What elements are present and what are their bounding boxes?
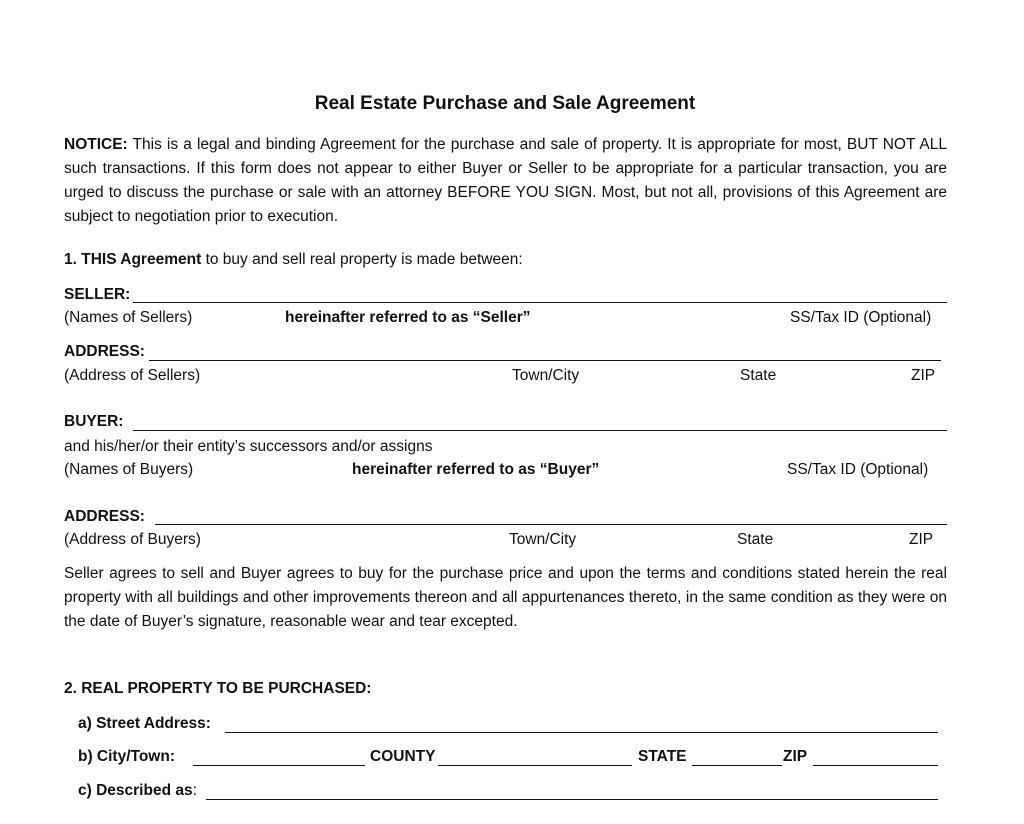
seller-name-field[interactable] <box>133 302 947 303</box>
notice-label: NOTICE: <box>64 136 128 153</box>
buyer-names-caption: (Names of Buyers) <box>64 461 194 478</box>
buyer-zip-caption: ZIP <box>909 531 934 548</box>
county-label: COUNTY <box>370 748 436 765</box>
seller-address-label: ADDRESS: <box>64 343 145 360</box>
notice-paragraph <box>64 133 947 229</box>
seller-town-caption: Town/City <box>512 367 580 384</box>
section-2-heading: 2. REAL PROPERTY TO BE PURCHASED: <box>64 680 372 697</box>
state-field[interactable] <box>692 765 782 766</box>
buyer-address-label: ADDRESS: <box>64 508 145 525</box>
described-as-colon: : <box>192 782 197 799</box>
buyer-tax-caption: SS/Tax ID (Optional) <box>787 461 929 478</box>
city-town-field[interactable] <box>193 765 365 766</box>
buyer-address-caption: (Address of Buyers) <box>64 531 201 548</box>
seller-state-caption: State <box>740 367 777 384</box>
section-1-heading <box>64 252 523 268</box>
seller-tax-caption: SS/Tax ID (Optional) <box>790 309 932 326</box>
section-1-heading-bold: 1. THIS Agreement <box>64 251 202 268</box>
buyer-referred-as: hereinafter referred to as “Buyer” <box>352 461 600 478</box>
street-address-label: a) Street Address: <box>78 715 211 732</box>
buyer-name-field[interactable] <box>133 430 947 431</box>
zip-label: ZIP <box>783 748 808 765</box>
seller-zip-caption: ZIP <box>911 367 936 384</box>
buyer-address-field[interactable] <box>155 524 947 525</box>
city-town-label: b) City/Town: <box>78 748 175 765</box>
county-field[interactable] <box>438 765 632 766</box>
notice-text: This is a legal and binding Agreement for the purchase and sale of property. It is appropriate for most, BUT NOT ALL such transactions. If this form does not appear to either Buyer or Seller to be appropriate for a particular transaction, you are urged to discuss the purchase or sale with an attorney BEFORE YOU SIGN. Most, but not all, provisions of this Agreement are subject to negotiation prior to execution. <box>64 136 947 225</box>
described-as-field[interactable] <box>206 799 938 800</box>
seller-address-caption: (Address of Sellers) <box>64 367 201 384</box>
document-title: Real Estate Purchase and Sale Agreement <box>314 93 696 114</box>
zip-field[interactable] <box>813 765 938 766</box>
seller-names-caption: (Names of Sellers) <box>64 309 193 326</box>
seller-label: SELLER: <box>64 286 131 303</box>
buyer-town-caption: Town/City <box>509 531 577 548</box>
buyer-successors-text: and his/her/or their entity’s successors and/or assigns <box>64 438 433 455</box>
described-as-label: c) Described as <box>78 782 193 799</box>
buyer-label: BUYER: <box>64 413 124 430</box>
seller-address-field[interactable] <box>149 360 941 361</box>
street-address-field[interactable] <box>225 732 938 733</box>
described-as-row <box>78 783 197 799</box>
state-label: STATE <box>638 748 687 765</box>
buyer-state-caption: State <box>737 531 774 548</box>
section-1-heading-text: to buy and sell real property is made between: <box>205 251 523 268</box>
agreement-paragraph: Seller agrees to sell and Buyer agrees to buy for the purchase price and upon the terms and conditions stated herein the real property with all buildings and other improvements thereon and all appurtenances thereto, in the same condition as they were on the date of Buyer’s signature, reasonable wear and tear excepted. <box>64 565 947 630</box>
seller-referred-as: hereinafter referred to as “Seller” <box>285 309 531 326</box>
